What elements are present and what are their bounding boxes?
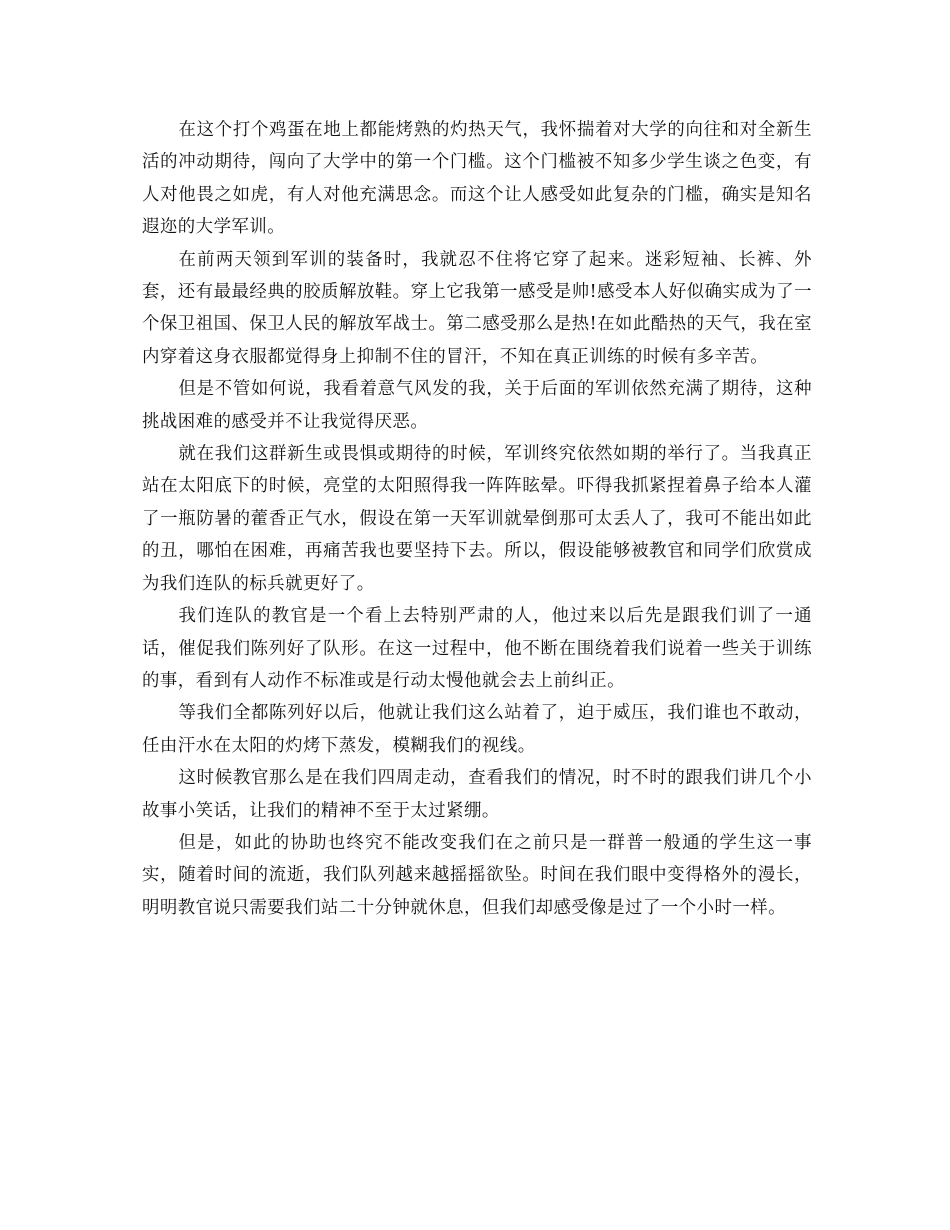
paragraph-3: 但是不管如何说，我看着意气风发的我，关于后面的军训依然充满了期待，这种挑战困难的感受并不让我觉得厌恶。 [142, 379, 812, 432]
paragraph-8: 但是，如此的协助也终究不能改变我们在之前只是一群普一般通的学生这一事实，随着时间的流逝，我们队列越来越摇摇欲坠。时间在我们眼中变得格外的漫长，明明教官说只需要我们站二十分钟就休息，但我们却感受像是过了一个小时一样。 [142, 832, 812, 918]
paragraph-2: 在前两天领到军训的装备时，我就忍不住将它穿了起来。迷彩短袖、长裤、外套，还有最最经典的胶质解放鞋。穿上它我第一感受是帅!感受本人好似确实成为了一个保卫祖国、保卫人民的解放军战士。第二感受那么是热!在如此酷热的天气，我在室内穿着这身衣服都觉得身上抑制不住的冒汗，不知在真正训练的时候有多辛苦。 [142, 249, 812, 367]
paragraph-1: 在这个打个鸡蛋在地上都能烤熟的灼热天气，我怀揣着对大学的向往和对全新生活的冲动期待，闯向了大学中的第一个门槛。这个门槛被不知多少学生谈之色变，有人对他畏之如虎，有人对他充满思念。而这个让人感受如此复杂的门槛，确实是知名遐迩的大学军训。 [142, 120, 812, 238]
paragraph-4: 就在我们这群新生或畏惧或期待的时候，军训终究依然如期的举行了。当我真正站在太阳底下的时候，亮堂的太阳照得我一阵阵眩晕。吓得我抓紧捏着鼻子给本人灌了一瓶防暑的藿香正气水，假设在第一天军训就晕倒那可太丢人了，我可不能出如此的丑，哪怕在困难，再痛苦我也要坚持下去。所以，假设能够被教官和同学们欣赏成为我们连队的标兵就更好了。 [142, 444, 812, 594]
paragraph-7: 这时候教官那么是在我们四周走动，查看我们的情况，时不时的跟我们讲几个小故事小笑话，让我们的精神不至于太过紧绷。 [142, 768, 812, 821]
paragraph-5: 我们连队的教官是一个看上去特别严肃的人，他过来以后先是跟我们训了一通话，催促我们陈列好了队形。在这一过程中，他不断在围绕着我们说着一些关于训练的事，看到有人动作不标准或是行动太慢他就会去上前纠正。 [142, 606, 812, 691]
paragraph-6: 等我们全都陈列好以后，他就让我们这么站着了，迫于威压，我们谁也不敢动，任由汗水在太阳的灼烤下蒸发，模糊我们的视线。 [142, 703, 812, 756]
document-body [142, 114, 812, 924]
